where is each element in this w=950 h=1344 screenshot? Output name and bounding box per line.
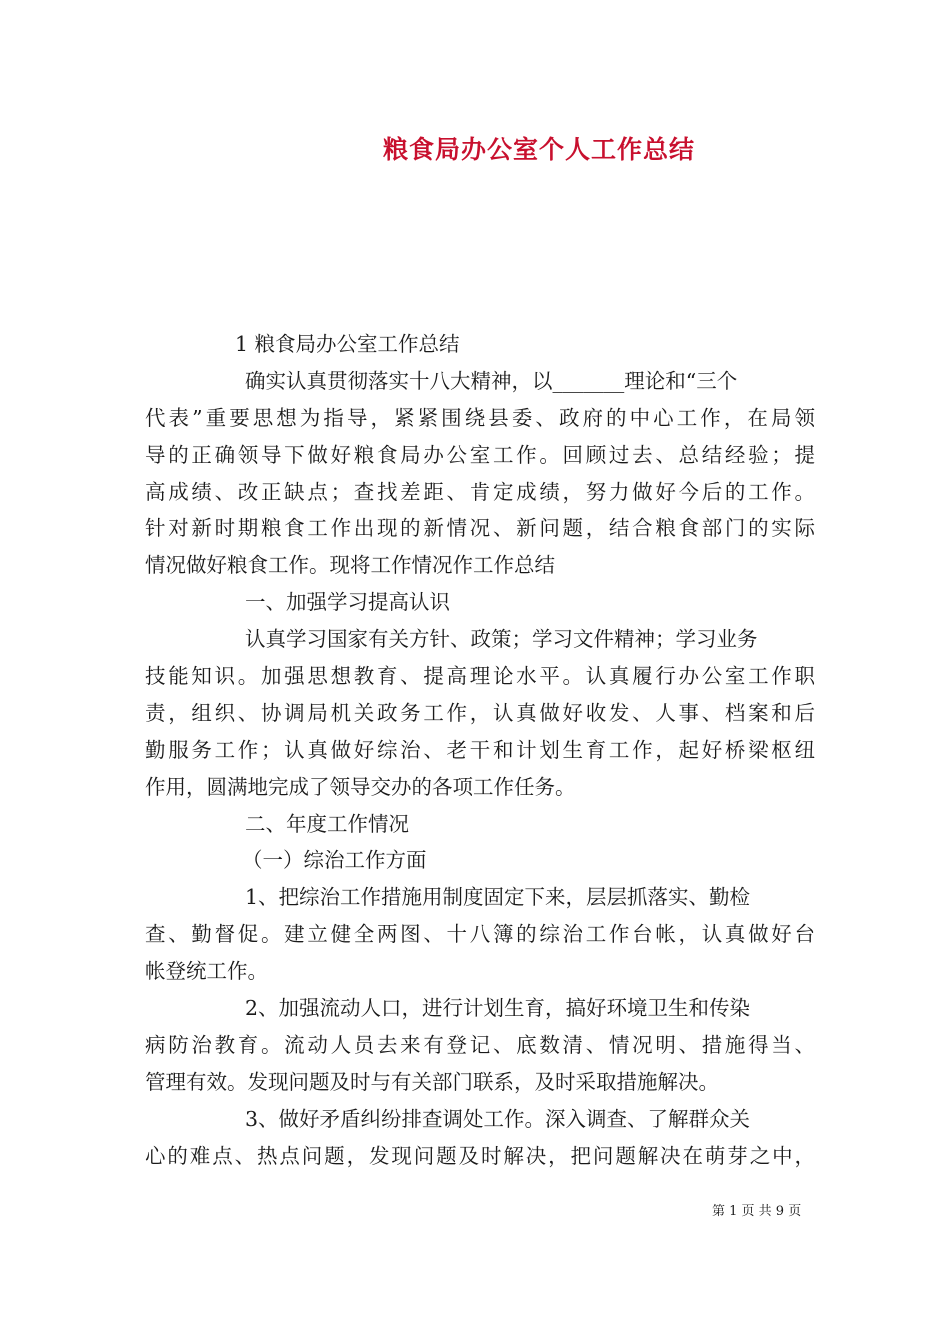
subsection-heading: （一）综治工作方面 — [242, 848, 427, 873]
paragraph-line: 勤服务工作；认真做好综治、老干和计划生育工作，起好桥梁枢纽 — [145, 737, 815, 762]
paragraph-line: 查、勤督促。建立健全两图、十八簿的综治工作台帐，认真做好台 — [145, 922, 815, 947]
paragraph-line: 代表”重要思想为指导，紧紧围绕县委、政府的中心工作，在局领 — [145, 405, 815, 430]
paragraph-line: 心的难点、热点问题，发现问题及时解决，把问题解决在萌芽之中， — [145, 1143, 815, 1168]
document-body — [145, 326, 815, 1174]
paragraph-line: 认真学习国家有关方针、政策；学习文件精神；学习业务 — [245, 627, 758, 652]
paragraph-line: 责，组织、协调局机关政务工作，认真做好收发、人事、档案和后 — [145, 700, 815, 725]
paragraph-line: 作用，圆满地完成了领导交办的各项工作任务。 — [145, 774, 576, 799]
paragraph-line: 2、加强流动人口，进行计划生育，搞好环境卫生和传染 — [245, 996, 751, 1021]
document-title: 粮食局办公室个人工作总结 — [382, 135, 695, 164]
paragraph-line: 针对新时期粮食工作出现的新情况、新问题，结合粮食部门的实际 — [145, 516, 815, 541]
paragraph-line: 帐登统工作。 — [145, 959, 268, 984]
paragraph-line: 技能知识。加强思想教育、提高理论水平。认真履行办公室工作职 — [145, 664, 815, 689]
paragraph-line: 3、做好矛盾纠纷排查调处工作。深入调查、了解群众关 — [245, 1106, 751, 1131]
section-heading: 一、加强学习提高认识 — [245, 590, 450, 615]
section-heading: 1 粮食局办公室工作总结 — [235, 332, 460, 356]
paragraph-line: 导的正确领导下做好粮食局办公室工作。回顾过去、总结经验；提 — [145, 442, 815, 467]
paragraph-line: 高成绩、改正缺点；查找差距、肯定成绩，努力做好今后的工作。 — [145, 479, 815, 504]
paragraph-line: 管理有效。发现问题及时与有关部门联系，及时采取措施解决。 — [145, 1069, 719, 1094]
paragraph-line: 病防治教育。流动人员去来有登记、底数清、情况明、措施得当、 — [145, 1032, 815, 1057]
section-heading: 二、年度工作情况 — [245, 811, 409, 836]
paragraph-line: 确实认真贯彻落实十八大精神，以_______理论和“三个 — [245, 368, 738, 393]
paragraph-line: 1、把综治工作措施用制度固定下来，层层抓落实、勤检 — [245, 885, 751, 910]
paragraph-line: 情况做好粮食工作。现将工作情况作工作总结 — [145, 553, 555, 578]
page-number: 第 1 页 共 9 页 — [712, 1204, 802, 1219]
